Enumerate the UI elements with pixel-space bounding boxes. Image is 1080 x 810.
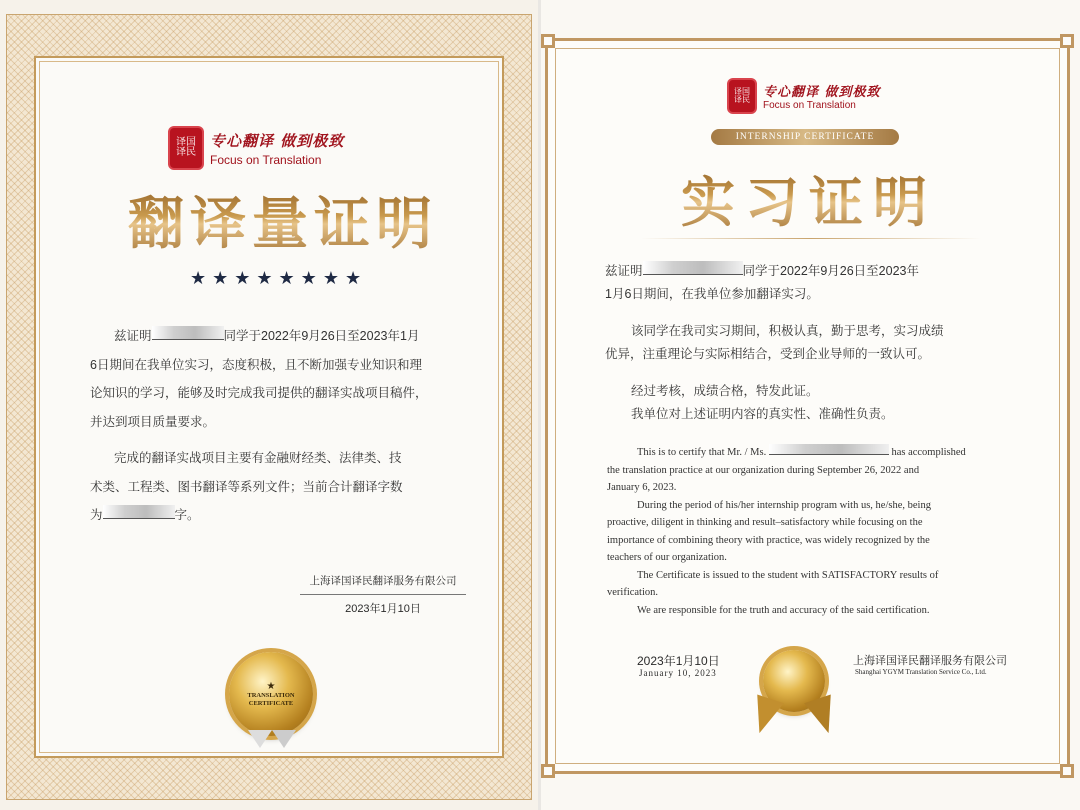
text: January 6, 2023. bbox=[607, 482, 677, 493]
frame-corner bbox=[541, 764, 555, 778]
text: 为 bbox=[90, 508, 103, 522]
issue-date: 2023年1月10日 bbox=[345, 603, 421, 615]
medal-text: TRANSLATION CERTIFICATE bbox=[247, 691, 295, 707]
issuer-company-cn: 上海译国译民翻译服务有限公司 bbox=[853, 655, 1007, 667]
certificate-body-en bbox=[607, 444, 1027, 619]
text: The Certificate is issued to the student with SATISFACTORY results of bbox=[637, 569, 939, 581]
text: proactive, diligent in thinking and result–satisfactory while focusing on the bbox=[607, 517, 923, 528]
certificate-body bbox=[90, 322, 470, 530]
gold-medal-icon: ★ TRANSLATION CERTIFICATE bbox=[229, 652, 313, 736]
internship-certificate bbox=[541, 0, 1080, 810]
text: 论知识的学习，能够及时完成我司提供的翻译实战项目稿件， bbox=[90, 386, 428, 400]
redacted-name bbox=[769, 444, 889, 455]
company-logo bbox=[170, 128, 344, 168]
text: 字。 bbox=[174, 508, 200, 522]
ribbon-left bbox=[248, 730, 272, 748]
translation-volume-certificate bbox=[0, 0, 538, 810]
certificate-body-cn bbox=[605, 260, 1035, 426]
internship-banner: INTERNSHIP CERTIFICATE bbox=[711, 129, 899, 145]
text: 同学于2022年9月26日至2023年 bbox=[742, 264, 919, 278]
text: 并达到项目质量要求。 bbox=[90, 414, 216, 429]
text: 我单位对上述证明内容的真实性、准确性负责。 bbox=[631, 407, 894, 421]
text: 6日期间在我单位实习，态度积极，且不断加强专业知识和理 bbox=[90, 357, 422, 372]
red-seal-icon bbox=[170, 128, 202, 168]
text: 优异，注重理论与实际相结合，受到企业导师的一致认可。 bbox=[605, 347, 931, 361]
text: teachers of our organization. bbox=[607, 552, 727, 563]
tagline: Focus on Translation bbox=[210, 152, 322, 167]
text: 完成的翻译实战项目主要有金融财经类、法律类、技 bbox=[114, 451, 402, 465]
text: During the period of his/her internship program with us, he/she, being bbox=[637, 499, 931, 511]
certificate-title: 实习证明 bbox=[681, 160, 937, 237]
frame-corner bbox=[1060, 764, 1074, 778]
red-seal-icon bbox=[729, 80, 755, 112]
text: 该同学在我司实习期间，积极认真，勤于思考，实习成绩 bbox=[631, 324, 944, 338]
slogan: 专心翻译 做到极致 bbox=[210, 131, 345, 150]
issuer-company: 上海译国译民翻译服务有限公司 bbox=[300, 573, 466, 595]
frame-corner bbox=[1060, 34, 1074, 48]
text: 同学于2022年9月26日至2023年1月 bbox=[223, 329, 420, 343]
issuer-company-en: Shanghai YGYM Translation Service Co., Ltd. bbox=[855, 668, 987, 676]
redacted-count bbox=[103, 505, 175, 519]
text: We are responsible for the truth and accuracy of the said certification. bbox=[637, 604, 930, 616]
text: 经过考核，成绩合格，特发此证。 bbox=[631, 384, 819, 398]
text: importance of combining theory with practice, was widely recognized by the bbox=[607, 534, 930, 546]
tagline: Focus on Translation bbox=[763, 100, 856, 111]
frame-corner bbox=[541, 34, 555, 48]
issue-date-cn: 2023年1月10日 bbox=[637, 654, 720, 668]
text: the translation practice at our organization during September 26, 2022 and bbox=[607, 464, 920, 476]
text: verification. bbox=[607, 587, 659, 598]
text: 术类、工程类、图书翻译等系列文件；当前合计翻译字数 bbox=[90, 479, 403, 494]
text: This is to certify that Mr. / Ms. bbox=[637, 447, 767, 458]
company-logo bbox=[729, 80, 881, 112]
redacted-name bbox=[152, 326, 224, 340]
text: has accomplished bbox=[891, 447, 966, 458]
slogan: 专心翻译 做到极致 bbox=[763, 85, 881, 100]
issue-date-en: January 10, 2023 bbox=[639, 668, 717, 678]
text: 兹证明 bbox=[605, 264, 643, 278]
certificate-title: 翻译量证明 bbox=[128, 180, 438, 260]
text: 兹证明 bbox=[114, 329, 152, 343]
seal-text: 译国译民 bbox=[734, 87, 750, 104]
title-divider bbox=[641, 238, 981, 239]
seal-text: 译国译民 bbox=[176, 137, 196, 158]
redacted-name bbox=[643, 261, 743, 275]
text: 1月6日期间，在我单位参加翻译实习。 bbox=[605, 287, 819, 301]
ribbon-right bbox=[272, 730, 296, 748]
star-rating-row: ★★★★★★★★ bbox=[190, 268, 368, 288]
